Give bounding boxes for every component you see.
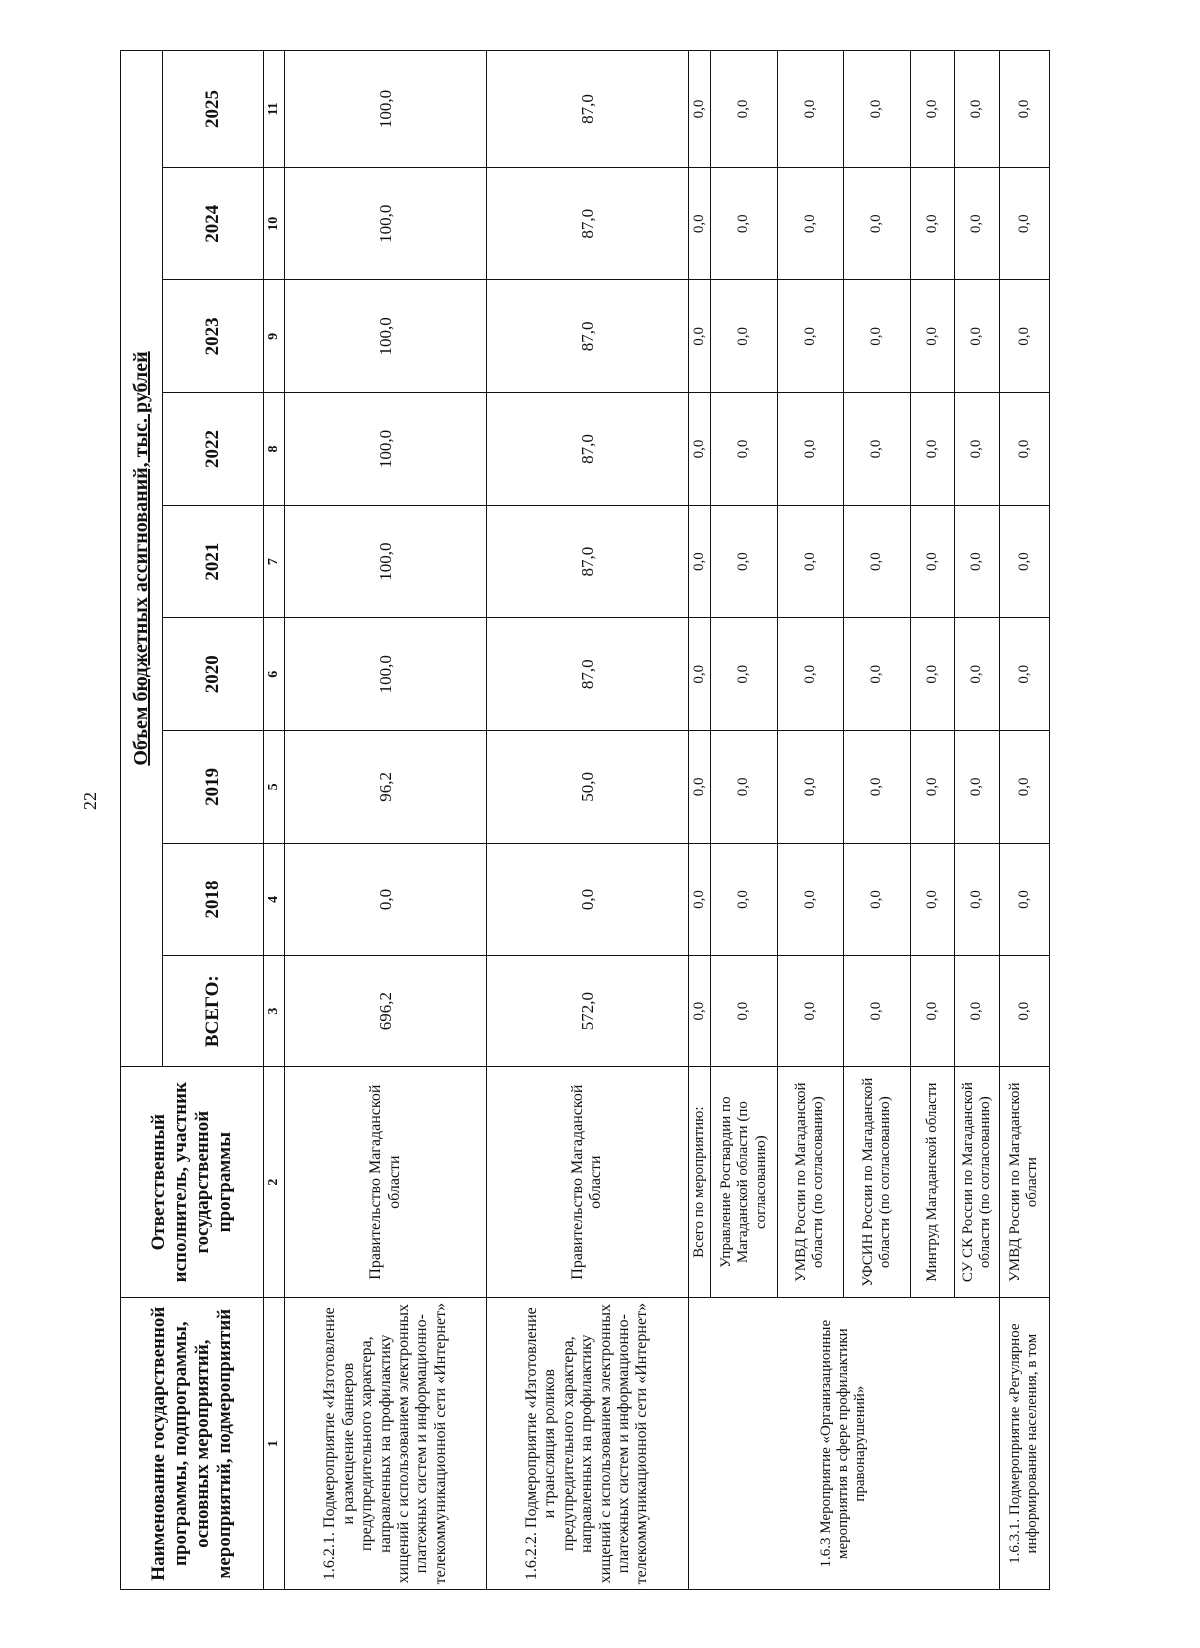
value-cell: 0,0 — [955, 167, 999, 280]
value-cell: 0,0 — [777, 167, 844, 280]
value-cell: 0,0 — [688, 393, 710, 506]
value-cell: 0,0 — [955, 843, 999, 956]
value-cell: 0,0 — [844, 956, 911, 1067]
header-year: 2022 — [163, 393, 264, 506]
page-number: 22 — [80, 792, 100, 810]
col-number: 3 — [264, 956, 285, 1067]
budget-table-rotated — [120, 50, 1050, 1590]
header-year: 2024 — [163, 167, 264, 280]
activity-name: 1.6.2.2. Подмероприятие «Изготовление и трансляция роликов предупредительного характера, направленных на профилактику хищений с использованием электронных платежных систем и информационно-телекоммуникационной сети «Интернет» — [487, 1298, 689, 1590]
value-cell: 0,0 — [955, 393, 999, 506]
value-cell: 0,0 — [285, 843, 487, 956]
activity-name: 1.6.2.1. Подмероприятие «Изготовление и размещение баннеров предупредительного характера, направленных на профилактику хищений с использованием электронных платежных систем и информационно-телекоммуникационной сети «Интернет» — [285, 1298, 487, 1590]
executor-name: УМВД России по Магаданской области (по согласованию) — [777, 1066, 844, 1297]
value-cell: 0,0 — [711, 843, 778, 956]
value-cell: 0,0 — [688, 618, 710, 731]
value-cell: 0,0 — [711, 167, 778, 280]
value-cell: 0,0 — [688, 51, 710, 168]
executor-name: Минтруд Магаданской области — [910, 1066, 954, 1297]
header-year: 2020 — [163, 618, 264, 731]
header-executor: Ответственный исполнитель, участник государственной программы — [121, 1066, 264, 1297]
value-cell: 0,0 — [910, 505, 954, 618]
value-cell: 0,0 — [777, 51, 844, 168]
executor-name: Правительство Магаданской области — [285, 1066, 487, 1297]
value-cell: 0,0 — [844, 505, 911, 618]
budget-table — [120, 50, 1050, 1590]
value-cell: 0,0 — [711, 618, 778, 731]
value-cell: 50,0 — [487, 731, 689, 844]
activity-name: 1.6.3.1. Подмероприятие «Регулярное информирование населения, в том — [999, 1298, 1049, 1590]
value-cell: 0,0 — [688, 505, 710, 618]
value-cell: 0,0 — [487, 843, 689, 956]
value-cell: 87,0 — [487, 51, 689, 168]
col-number: 9 — [264, 280, 285, 393]
executor-name: УФСИН России по Магаданской области (по согласованию) — [844, 1066, 911, 1297]
value-cell: 0,0 — [688, 956, 710, 1067]
value-cell: 0,0 — [999, 618, 1049, 731]
value-cell: 0,0 — [999, 393, 1049, 506]
value-cell: 0,0 — [711, 280, 778, 393]
value-cell: 0,0 — [711, 505, 778, 618]
value-cell: 0,0 — [910, 843, 954, 956]
value-cell: 0,0 — [955, 618, 999, 731]
value-cell: 87,0 — [487, 280, 689, 393]
executor-name: Управление Росгвардии по Магаданской области (по согласованию) — [711, 1066, 778, 1297]
col-number: 2 — [264, 1066, 285, 1297]
executor-name: УМВД России по Магаданской области — [999, 1066, 1049, 1297]
value-cell: 0,0 — [999, 280, 1049, 393]
header-year: 2021 — [163, 505, 264, 618]
value-cell: 0,0 — [688, 280, 710, 393]
value-cell: 87,0 — [487, 505, 689, 618]
table-row — [285, 51, 487, 1590]
value-cell: 0,0 — [844, 393, 911, 506]
value-cell: 696,2 — [285, 956, 487, 1067]
value-cell: 0,0 — [777, 843, 844, 956]
value-cell: 0,0 — [910, 956, 954, 1067]
value-cell: 0,0 — [955, 505, 999, 618]
executor-name: СУ СК России по Магаданской области (по согласованию) — [955, 1066, 999, 1297]
value-cell: 0,0 — [844, 51, 911, 168]
value-cell: 0,0 — [910, 731, 954, 844]
value-cell: 0,0 — [777, 505, 844, 618]
value-cell: 0,0 — [955, 956, 999, 1067]
col-number: 5 — [264, 731, 285, 844]
value-cell: 0,0 — [711, 51, 778, 168]
value-cell: 0,0 — [910, 51, 954, 168]
value-cell: 0,0 — [844, 731, 911, 844]
value-cell: 0,0 — [910, 618, 954, 731]
value-cell: 0,0 — [777, 956, 844, 1067]
value-cell: 0,0 — [688, 731, 710, 844]
value-cell: 0,0 — [955, 280, 999, 393]
value-cell: 0,0 — [999, 843, 1049, 956]
col-number: 6 — [264, 618, 285, 731]
value-cell: 0,0 — [999, 51, 1049, 168]
value-cell: 0,0 — [844, 167, 911, 280]
value-cell: 0,0 — [844, 618, 911, 731]
value-cell: 0,0 — [777, 280, 844, 393]
header-year: 2025 — [163, 51, 264, 168]
value-cell: 0,0 — [910, 280, 954, 393]
header-year: 2023 — [163, 280, 264, 393]
header-year: 2019 — [163, 731, 264, 844]
value-cell: 0,0 — [955, 731, 999, 844]
value-cell: 87,0 — [487, 167, 689, 280]
value-cell: 572,0 — [487, 956, 689, 1067]
table-row — [487, 51, 689, 1590]
header-total: ВСЕГО: — [163, 956, 264, 1067]
value-cell: 0,0 — [844, 280, 911, 393]
table-row — [688, 51, 710, 1590]
value-cell: 100,0 — [285, 280, 487, 393]
value-cell: 96,2 — [285, 731, 487, 844]
value-cell: 0,0 — [688, 843, 710, 956]
value-cell: 100,0 — [285, 618, 487, 731]
activity-name: 1.6.3 Мероприятие «Организационные мероприятия в сфере профилактики правонарушений» — [688, 1298, 999, 1590]
value-cell: 0,0 — [999, 505, 1049, 618]
value-cell: 0,0 — [910, 167, 954, 280]
header-budget-caption: Объем бюджетных ассигнований, тыс. рублей — [121, 51, 163, 1067]
value-cell: 0,0 — [955, 51, 999, 168]
value-cell: 0,0 — [999, 731, 1049, 844]
executor-name: Всего по мероприятию: — [688, 1066, 710, 1297]
col-number: 8 — [264, 393, 285, 506]
value-cell: 0,0 — [910, 393, 954, 506]
value-cell: 100,0 — [285, 505, 487, 618]
value-cell: 0,0 — [711, 731, 778, 844]
col-number: 10 — [264, 167, 285, 280]
value-cell: 0,0 — [777, 618, 844, 731]
col-number: 11 — [264, 51, 285, 168]
value-cell: 0,0 — [711, 956, 778, 1067]
value-cell: 0,0 — [999, 956, 1049, 1067]
value-cell: 100,0 — [285, 393, 487, 506]
col-number: 1 — [264, 1298, 285, 1590]
value-cell: 0,0 — [844, 843, 911, 956]
value-cell: 100,0 — [285, 51, 487, 168]
value-cell: 87,0 — [487, 393, 689, 506]
header-year: 2018 — [163, 843, 264, 956]
header-name: Наименование государственной программы, подпрограммы, основных мероприятий, мероприятий, подмероприятий — [121, 1298, 264, 1590]
value-cell: 0,0 — [777, 731, 844, 844]
value-cell: 0,0 — [688, 167, 710, 280]
executor-name: Правительство Магаданской области — [487, 1066, 689, 1297]
table-row — [999, 51, 1049, 1590]
col-number: 4 — [264, 843, 285, 956]
col-number: 7 — [264, 505, 285, 618]
value-cell: 0,0 — [999, 167, 1049, 280]
value-cell: 0,0 — [711, 393, 778, 506]
value-cell: 0,0 — [777, 393, 844, 506]
value-cell: 87,0 — [487, 618, 689, 731]
value-cell: 100,0 — [285, 167, 487, 280]
